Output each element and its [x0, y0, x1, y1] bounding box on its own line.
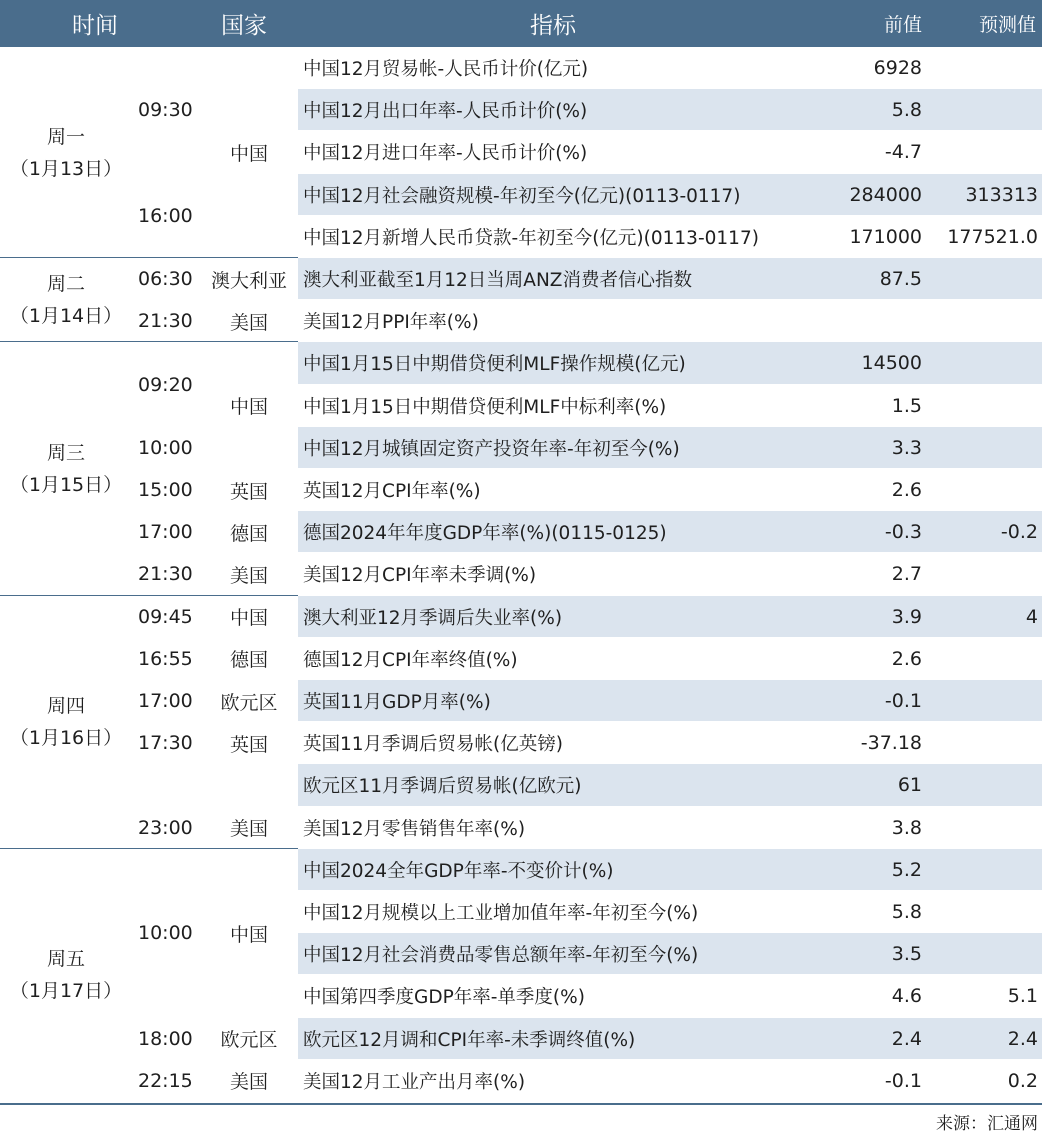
country-cell: 德国 — [229, 649, 268, 672]
indicator-cell: 中国12月贸易帐-人民币计价(亿元) — [303, 59, 589, 81]
weekday: 周四 — [46, 695, 85, 718]
time-cell: 09:20 — [138, 373, 193, 396]
forecast-value — [928, 849, 1038, 891]
indicator-cell: 欧元区11月季调后贸易帐(亿欧元) — [303, 776, 582, 798]
table-bottom-rule — [0, 1103, 1042, 1105]
forecast-value: 5.1 — [1007, 985, 1038, 1008]
previous-value: 61 — [897, 774, 922, 797]
indicator-cell: 美国12月零售销售年率(%) — [303, 818, 526, 840]
forecast-value — [928, 680, 1038, 722]
indicator-cell: 中国12月规模以上工业增加值年率-年初至今(%) — [303, 903, 699, 925]
weekday: 周三 — [46, 441, 85, 464]
weekday: 周五 — [46, 948, 85, 971]
date: （1月14日） — [9, 305, 123, 328]
previous-value: 3.9 — [891, 605, 922, 628]
previous-value: 2.4 — [891, 1027, 922, 1050]
forecast-value — [928, 469, 1038, 511]
previous-value: -0.1 — [884, 690, 922, 713]
indicator-cell: 欧元区12月调和CPI年率-未季调终值(%) — [303, 1029, 636, 1051]
forecast-value — [928, 258, 1038, 300]
source-note: 来源：汇通网 — [936, 1114, 1038, 1134]
weekday: 周一 — [46, 125, 85, 148]
country-cell: 中国 — [229, 143, 268, 165]
indicator-cell: 中国2024全年GDP年率-不变价计(%) — [303, 860, 614, 882]
forecast-value — [928, 342, 1038, 384]
previous-value: 14500 — [861, 352, 922, 375]
time-cell: 16:55 — [138, 647, 193, 670]
time-cell: 10:00 — [138, 922, 193, 945]
country-cell: 美国 — [229, 311, 268, 334]
country-cell: 英国 — [229, 480, 268, 503]
indicator-cell: 中国12月新增人民币贷款-年初至今(亿元)(0113-0117) — [303, 227, 759, 249]
country-cell: 美国 — [229, 564, 268, 587]
previous-value: 4.6 — [891, 985, 922, 1008]
forecast-value: 177521.0 — [947, 225, 1038, 248]
forecast-value — [928, 553, 1038, 595]
country-cell: 欧元区 — [220, 691, 278, 714]
previous-value: 284000 — [849, 183, 922, 206]
time-cell: 21:30 — [138, 310, 193, 333]
previous-value: 2.6 — [891, 647, 922, 670]
time-cell: 22:15 — [138, 1069, 193, 1092]
indicator-cell: 英国12月CPI年率(%) — [303, 481, 481, 503]
forecast-value: -0.2 — [1000, 521, 1038, 544]
indicator-cell: 德国2024年年度GDP年率(%)(0115-0125) — [303, 523, 667, 545]
time-cell: 06:30 — [138, 268, 193, 291]
indicator-cell: 中国1月15日中期借贷便利MLF操作规模(亿元) — [303, 354, 686, 376]
country-cell: 欧元区 — [220, 1029, 278, 1052]
forecast-value: 313313 — [965, 183, 1038, 206]
time-cell: 16:00 — [138, 204, 193, 227]
previous-value: 3.3 — [891, 436, 922, 459]
forecast-value: 2.4 — [1007, 1027, 1038, 1050]
country-cell: 澳大利亚 — [210, 269, 287, 292]
forecast-value — [928, 764, 1038, 806]
country-cell: 德国 — [229, 522, 268, 545]
forecast-value — [928, 47, 1038, 89]
time-cell: 17:00 — [138, 690, 193, 713]
indicator-cell: 澳大利亚12月季调后失业率(%) — [303, 607, 563, 629]
date: （1月15日） — [9, 473, 123, 496]
previous-value: 5.8 — [891, 901, 922, 924]
weekday: 周二 — [46, 273, 85, 296]
previous-value: 6928 — [873, 57, 922, 80]
indicator-cell: 中国12月出口年率-人民币计价(%) — [303, 101, 588, 123]
time-cell: 17:00 — [138, 521, 193, 544]
time-cell: 23:00 — [138, 816, 193, 839]
indicator-cell: 中国12月进口年率-人民币计价(%) — [303, 143, 588, 165]
forecast-value — [928, 89, 1038, 131]
previous-value — [808, 300, 922, 342]
previous-value: -0.1 — [884, 1069, 922, 1092]
header-previous: 前值 — [808, 0, 928, 47]
time-cell: 15:00 — [138, 479, 193, 502]
forecast-value — [928, 722, 1038, 764]
time-cell: 21:30 — [138, 563, 193, 586]
previous-value: 2.7 — [891, 563, 922, 586]
indicator-cell: 中国12月社会消费品零售总额年率-年初至今(%) — [303, 945, 699, 967]
forecast-value: 4 — [1025, 605, 1038, 628]
date: （1月16日） — [9, 727, 123, 750]
time-cell: 09:45 — [138, 605, 193, 628]
indicator-cell: 英国11月GDP月率(%) — [303, 692, 491, 714]
header-indicator: 指标 — [298, 0, 808, 47]
indicator-cell: 美国12月CPI年率未季调(%) — [303, 565, 537, 587]
country-cell: 中国 — [229, 607, 268, 630]
time-cell: 18:00 — [138, 1027, 193, 1050]
header-forecast: 预测值 — [928, 0, 1042, 47]
forecast-value — [928, 131, 1038, 173]
previous-value: -37.18 — [860, 732, 922, 755]
indicator-cell: 中国第四季度GDP年率-单季度(%) — [303, 987, 585, 1009]
forecast-value — [928, 933, 1038, 975]
indicator-cell: 澳大利亚截至1月12日当周ANZ消费者信心指数 — [303, 270, 692, 292]
previous-value: 1.5 — [891, 394, 922, 417]
previous-value: 5.2 — [891, 858, 922, 881]
time-cell: 10:00 — [138, 436, 193, 459]
previous-value: 2.6 — [891, 479, 922, 502]
forecast-value: 0.2 — [1007, 1069, 1038, 1092]
indicator-cell: 德国12月CPI年率终值(%) — [303, 649, 518, 671]
previous-value: 3.8 — [891, 816, 922, 839]
previous-value: 3.5 — [891, 943, 922, 966]
header-country: 国家 — [190, 0, 298, 47]
previous-value: 5.8 — [891, 99, 922, 122]
indicator-cell: 美国12月PPI年率(%) — [303, 312, 479, 334]
country-cell: 美国 — [229, 1071, 268, 1094]
indicator-cell: 美国12月工业产出月率(%) — [303, 1071, 526, 1093]
time-cell: 17:30 — [138, 732, 193, 755]
date: （1月17日） — [9, 980, 123, 1003]
country-cell: 中国 — [229, 396, 268, 419]
indicator-cell: 英国11月季调后贸易帐(亿英镑) — [303, 734, 563, 756]
forecast-value — [928, 891, 1038, 933]
forecast-value — [928, 638, 1038, 680]
previous-value: -4.7 — [884, 141, 922, 164]
time-cell: 09:30 — [138, 99, 193, 122]
indicator-cell: 中国1月15日中期借贷便利MLF中标利率(%) — [303, 396, 667, 418]
previous-value: 171000 — [849, 225, 922, 248]
previous-value: -0.3 — [884, 521, 922, 544]
header-time: 时间 — [0, 0, 190, 47]
previous-value: 87.5 — [879, 268, 922, 291]
indicator-cell: 中国12月社会融资规模-年初至今(亿元)(0113-0117) — [303, 185, 741, 207]
forecast-value — [928, 807, 1038, 849]
country-cell: 英国 — [229, 733, 268, 756]
indicator-cell: 中国12月城镇固定资产投资年率-年初至今(%) — [303, 438, 680, 460]
country-cell: 美国 — [229, 818, 268, 841]
date: （1月13日） — [9, 157, 123, 180]
forecast-value — [928, 300, 1038, 342]
country-cell: 中国 — [229, 923, 268, 946]
forecast-value — [928, 427, 1038, 469]
forecast-value — [928, 385, 1038, 427]
